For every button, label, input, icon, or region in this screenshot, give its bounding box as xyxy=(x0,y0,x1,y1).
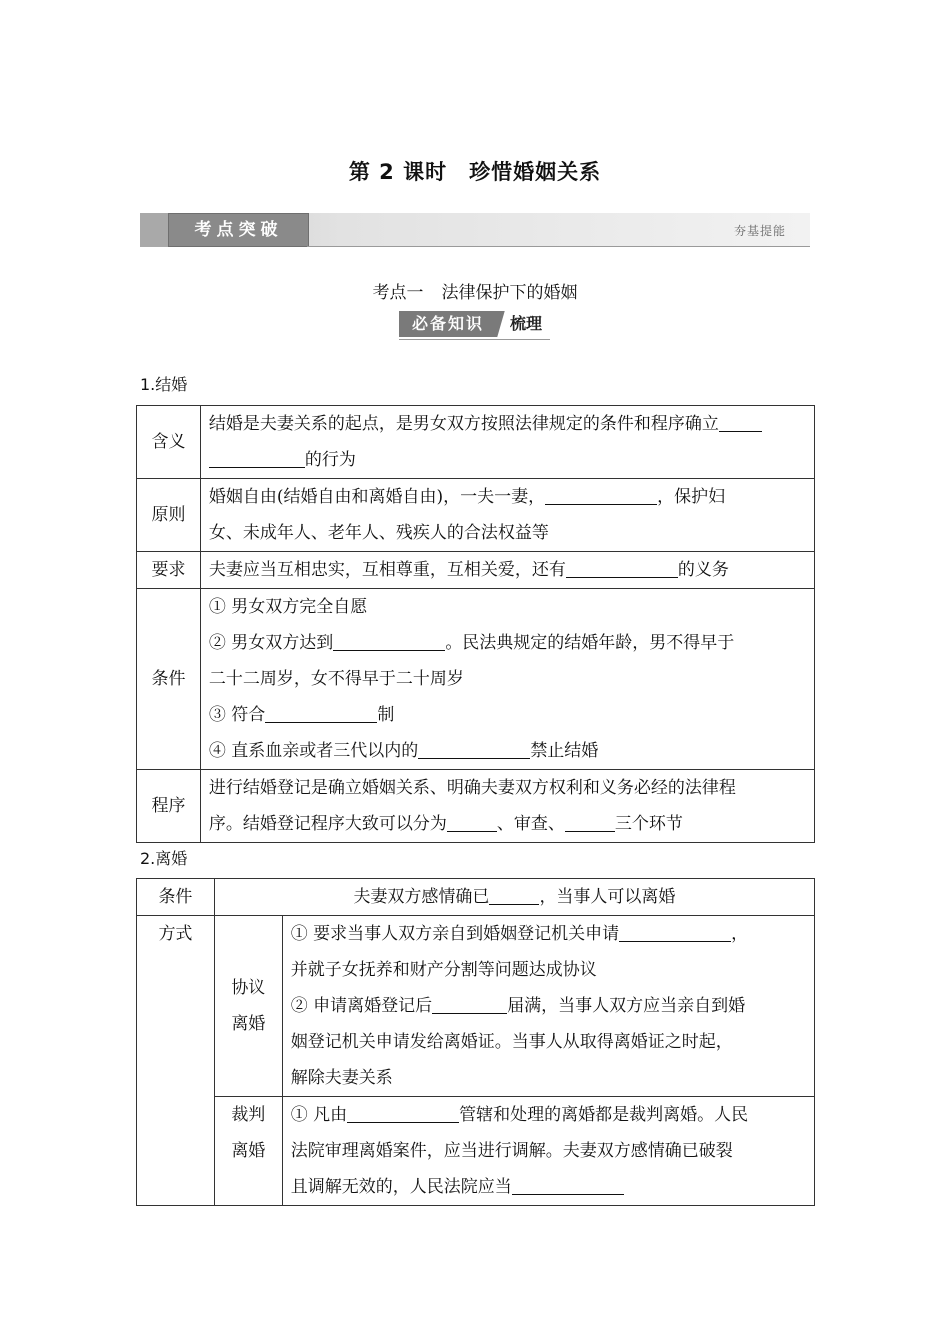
blank xyxy=(447,814,497,832)
blank xyxy=(489,887,539,905)
row-label: 条件 xyxy=(137,879,215,916)
row-label: 程序 xyxy=(137,770,201,843)
divorce-table xyxy=(136,878,815,1206)
blank xyxy=(545,487,657,505)
blank xyxy=(719,414,762,432)
row-label: 原则 xyxy=(137,479,201,552)
table-row: 方式 协议 离婚 ① 要求当事人双方亲自到婚姻登记机关申请 ， 并就子女抚养和财产分割等问题达成协议 ② 申请离婚登记后 届满，当事人双方应当亲自到婚 姻登记机关申请发给离婚证。当事人从取得离婚证之时起， 解除夫妻关系 xyxy=(137,916,815,1097)
blank xyxy=(512,1177,624,1195)
blank xyxy=(565,814,615,832)
marriage-heading: 1.结婚 xyxy=(140,375,188,394)
sub-label: 裁判 离婚 xyxy=(214,1097,282,1206)
table-row: 裁判 离婚 ① 凡由 管辖和处理的离婚都是裁判离婚。人民 法院审理离婚案件，应当进行调解。夫妻双方感情确已破裂 且调解无效的，人民法院应当 xyxy=(137,1097,815,1206)
table-row: 要求 夫妻应当互相忠实，互相尊重，互相关爱，还有 的义务 xyxy=(137,552,815,589)
blank xyxy=(619,924,731,942)
row-label: 要求 xyxy=(137,552,201,589)
row-label: 含义 xyxy=(137,406,201,479)
knowledge-badge: 必备知识 梳理 xyxy=(399,310,550,338)
section-banner xyxy=(140,213,810,247)
blank xyxy=(418,741,530,759)
divorce-heading: 2.离婚 xyxy=(140,849,188,868)
blank xyxy=(347,1105,459,1123)
row-label: 条件 xyxy=(137,589,201,770)
marriage-table xyxy=(136,405,815,843)
blank xyxy=(209,450,305,468)
sub-label: 协议 离婚 xyxy=(214,916,282,1097)
lesson-number: 第 2 课时 xyxy=(348,160,448,184)
banner-right-label: 夯基提能 xyxy=(733,224,786,238)
page-title xyxy=(0,156,950,186)
table-row: 含义 结婚是夫妻关系的起点，是男女双方按照法律规定的条件和程序确立 的行为 xyxy=(137,406,815,479)
table-row: 程序 进行结婚登记是确立婚姻关系、明确夫妻双方权利和义务必经的法律程 序。结婚登记程序大致可以分为 、审查、 三个环节 xyxy=(137,770,815,843)
table-row: 条件 ① 男女双方完全自愿 ② 男女双方达到 。民法典规定的结婚年龄，男不得早于 二十二周岁，女不得早于二十周岁 ③ 符合 制 ④ 直系血亲或者三代以内的 禁止结婚 xyxy=(137,589,815,770)
topic-heading: 考点一 法律保护下的婚姻 xyxy=(372,283,578,303)
lesson-name: 珍惜婚姻关系 xyxy=(469,160,602,184)
blank xyxy=(566,560,678,578)
blank xyxy=(333,633,445,651)
row-label: 方式 xyxy=(137,916,215,1206)
table-row: 条件 夫妻双方感情确已 ，当事人可以离婚 xyxy=(137,879,815,916)
blank xyxy=(432,996,507,1014)
table-row: 原则 婚姻自由(结婚自由和离婚自由)，一夫一妻， ，保护妇 女、未成年人、老年人、残疾人的合法权益等 xyxy=(137,479,815,552)
banner-label: 考点突破 xyxy=(168,213,309,247)
blank xyxy=(265,705,377,723)
